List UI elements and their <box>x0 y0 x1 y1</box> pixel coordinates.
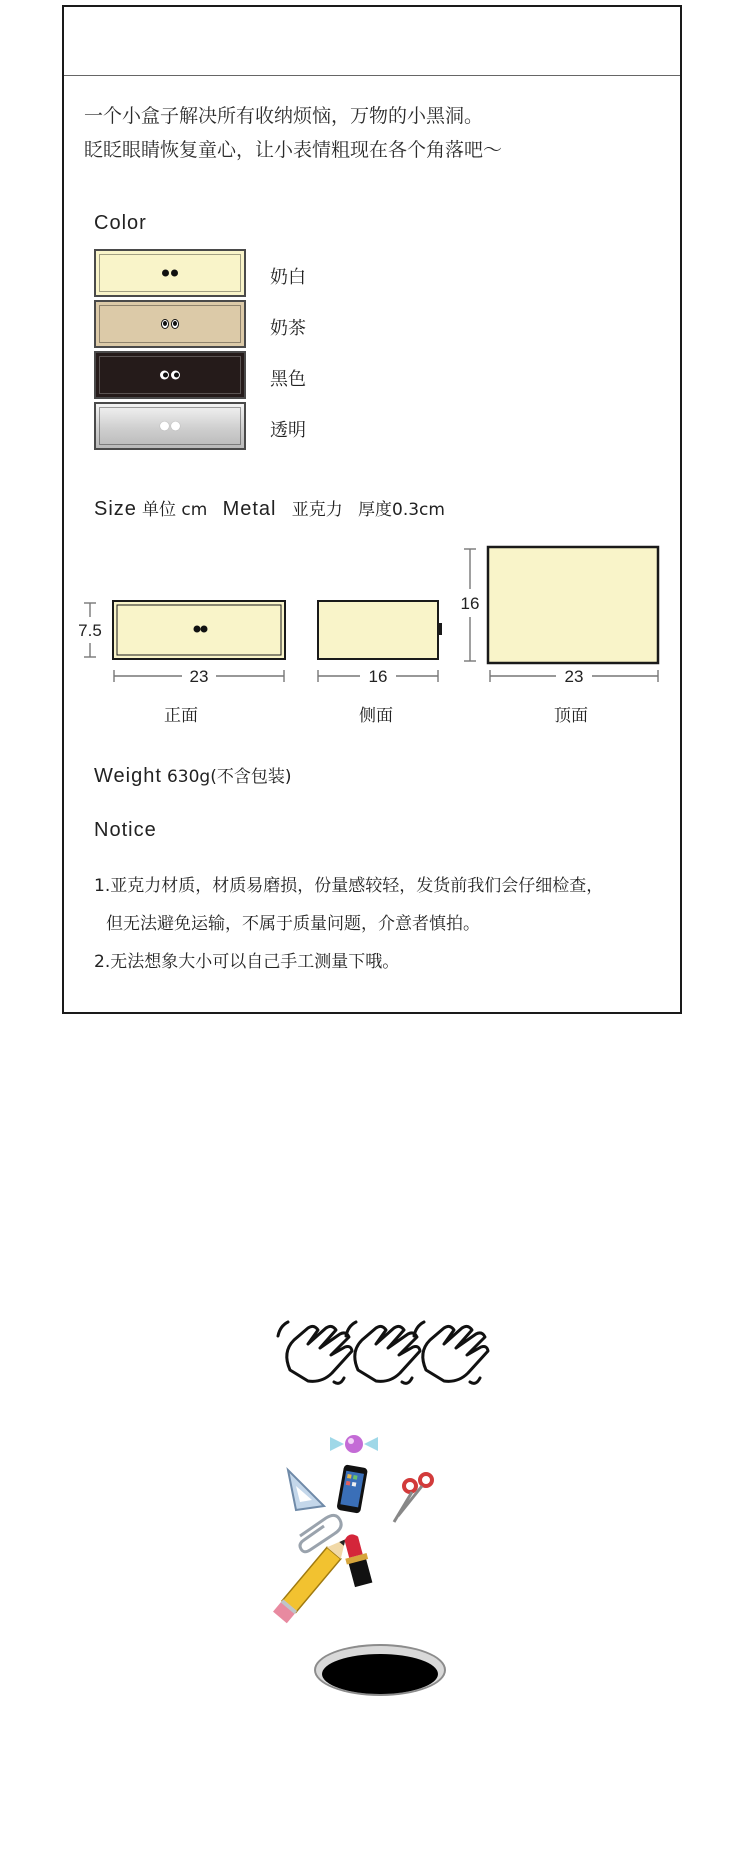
intro-line-1: 一个小盒子解决所有收纳烦恼，万物的小黑洞。 <box>84 105 484 127</box>
side-view-label: 侧面 <box>359 706 393 726</box>
eyes-icon <box>161 319 179 329</box>
eyes-icon <box>162 270 178 277</box>
swatch-label-transparent: 透明 <box>270 420 306 441</box>
swatch-label-black: 黑色 <box>270 369 306 390</box>
swatch-label-milk-white: 奶白 <box>270 267 306 288</box>
scissors-icon <box>394 1474 432 1522</box>
swatch-milk-tea <box>94 300 246 348</box>
swatch-transparent <box>94 402 246 450</box>
swatch-black <box>94 351 246 399</box>
front-height-value: 7.5 <box>78 621 102 640</box>
side-width-value: 16 <box>368 667 388 686</box>
notice-line-1: 1.亚克力材质，材质易磨损，份量感较轻，发货前我们会仔细检查， <box>94 876 604 896</box>
notice-text <box>94 867 603 981</box>
eyes-icon <box>160 422 180 431</box>
waving-hand-icon <box>278 1322 352 1383</box>
size-unit: 单位 cm <box>142 500 208 520</box>
eyes-icon <box>160 371 180 380</box>
metal-title: Metal <box>222 498 277 520</box>
illustration <box>270 1310 490 1710</box>
material-value: 亚克力 <box>291 500 343 520</box>
top-view-box <box>488 547 658 663</box>
intro-line-2: 眨眨眼睛恢复童心，让小表情粗现在各个角落吧～ <box>84 139 503 161</box>
front-view-label: 正面 <box>164 706 198 726</box>
swatch-milk-white <box>94 249 246 297</box>
candy-icon <box>330 1435 378 1453</box>
weight-title: Weight <box>94 765 162 787</box>
size-line <box>94 495 445 521</box>
color-title: Color <box>94 212 147 234</box>
swatch-label-milk-tea: 奶茶 <box>270 318 306 339</box>
black-hole-icon <box>314 1644 446 1696</box>
front-view-box <box>113 601 285 659</box>
phone-icon <box>336 1464 368 1513</box>
top-view-label: 顶面 <box>554 706 588 726</box>
side-view-box <box>318 601 442 659</box>
weight-value: 630g(不含包装) <box>166 767 292 787</box>
weight-line <box>94 762 292 788</box>
notice-line-3: 2.无法想象大小可以自己手工测量下哦。 <box>94 952 400 972</box>
triangle-ruler-icon <box>288 1470 324 1510</box>
notice-line-2: 但无法避免运输，不属于质量问题，介意者慎拍。 <box>106 914 480 934</box>
waving-hand-icon <box>414 1322 488 1383</box>
thickness-value: 厚度0.3cm <box>358 500 445 520</box>
intro-text <box>84 99 502 167</box>
product-info-card <box>62 5 682 1014</box>
top-height-value: 16 <box>460 594 480 613</box>
lipstick-icon <box>340 1532 375 1588</box>
notice-title: Notice <box>94 819 157 841</box>
waving-hand-icon <box>346 1322 420 1383</box>
top-width-value: 23 <box>564 667 584 686</box>
card-header <box>64 7 680 76</box>
front-width-value: 23 <box>189 667 209 686</box>
size-title: Size <box>94 498 137 520</box>
